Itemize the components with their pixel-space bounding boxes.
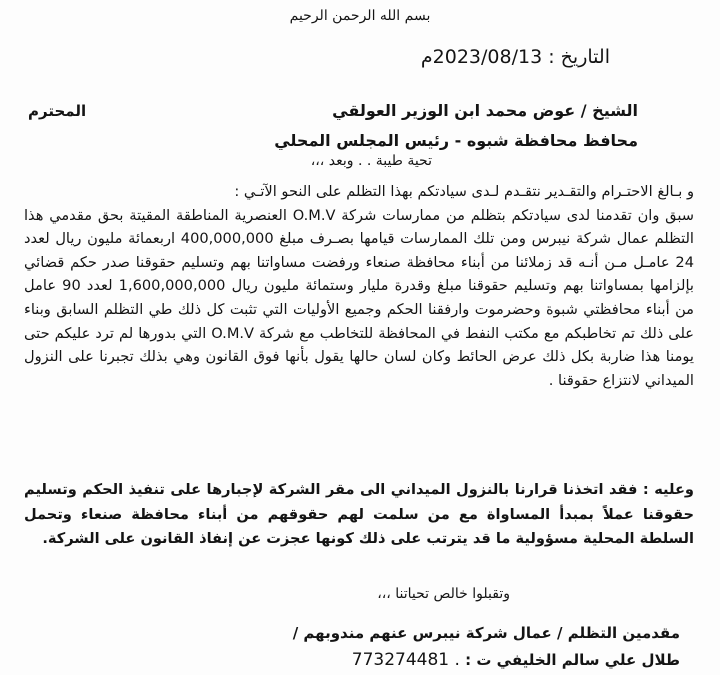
letter-body bbox=[24, 180, 694, 392]
addressee-title: محافظ محافظة شبوه - رئيس المجلس المحلي bbox=[274, 131, 638, 150]
demand-paragraph bbox=[24, 478, 694, 552]
body-paragraph: سبق وان تقدمنا لدى سيادتكم بتظلم من ممارسات شركة O.M.V العنصرية المناطقة المقيتة بحق مقدمي هذا التظلم عمال شركة نيبرس ومن تلك الممارسات قيامها بصـرف مبلغ 400,000,000 اربعمائة مليون ريال لعدد 24 عامـل مـن أنـه قد زملائنا من أبناء محافظة صنعاء ورفضت مساواتنا بهم وتسليم حقوقنا صدر حكم قضائي بإلزامها بمساواتنا بهم وتسليم حقوقنا مبلغ وقدرة مليار وستمائة مليون ريال 1,600,000,000 لعدد 90 عامل من أبناء محافظتي شبوة وحضرموت وارفقنا الحكم وجميع الأوليات التي تثبت كل ذلك طي التظلم السابق وبناء على ذلك تم تخاطبكم مع مكتب النفط في المحافظة للتخاطب مع شركة O.M.V التي بدورها لم ترد عليكم حتى يومنا هذا ضاربة بكل ذلك عرض الحائط وكان لسان حالها يقول بأنها فوق القانون وهي بذلك تجبرنا على النزول الميداني لانتزاع حقوقنا . bbox=[24, 206, 694, 389]
letter-date: التاريخ : 2023/08/13م bbox=[420, 46, 610, 68]
closing-salutation: وتقبلوا خالص تحياتنا ،،، bbox=[377, 586, 510, 602]
signer-line: مقدمين التظلم / عمال شركة نيبرس عنهم مندوبهم / bbox=[292, 624, 680, 642]
basmala: بسم الله الرحمن الرحيم bbox=[289, 8, 431, 24]
addressee-name: الشيخ / عوض محمد ابن الوزير العولقي bbox=[332, 101, 638, 120]
signer-name: طلال علي سالم الخليفي ت : bbox=[465, 651, 680, 669]
signature-block bbox=[20, 620, 680, 674]
signer-phone: 773274481 . bbox=[351, 650, 460, 670]
addressee-block bbox=[168, 96, 638, 156]
greeting: تحية طيبة . . وبعد ،،، bbox=[310, 153, 432, 169]
honorific: المحترم bbox=[28, 102, 87, 120]
signer-contact bbox=[20, 647, 680, 674]
demand-text: وعليه : فقد اتخذنا قرارنا بالنزول الميداني الى مقر الشركة لإجبارها على تنفيذ الحكم وتسليم حقوقنا عملاً بمبدأ المساواة مع من سلمت لهم حقوقهم من أبناء محافظة صنعاء وتحمل السلطة المحلية مسؤولية ما قد يترتب على ذلك كونها عجزت عن إنفاذ القانون على الشركة. bbox=[24, 481, 694, 548]
body-intro: و بـالغ الاحتـرام والتقـدير نتقـدم لـدى سيادتكم بهذا التظلم على النحو الآتـي : bbox=[234, 183, 694, 200]
